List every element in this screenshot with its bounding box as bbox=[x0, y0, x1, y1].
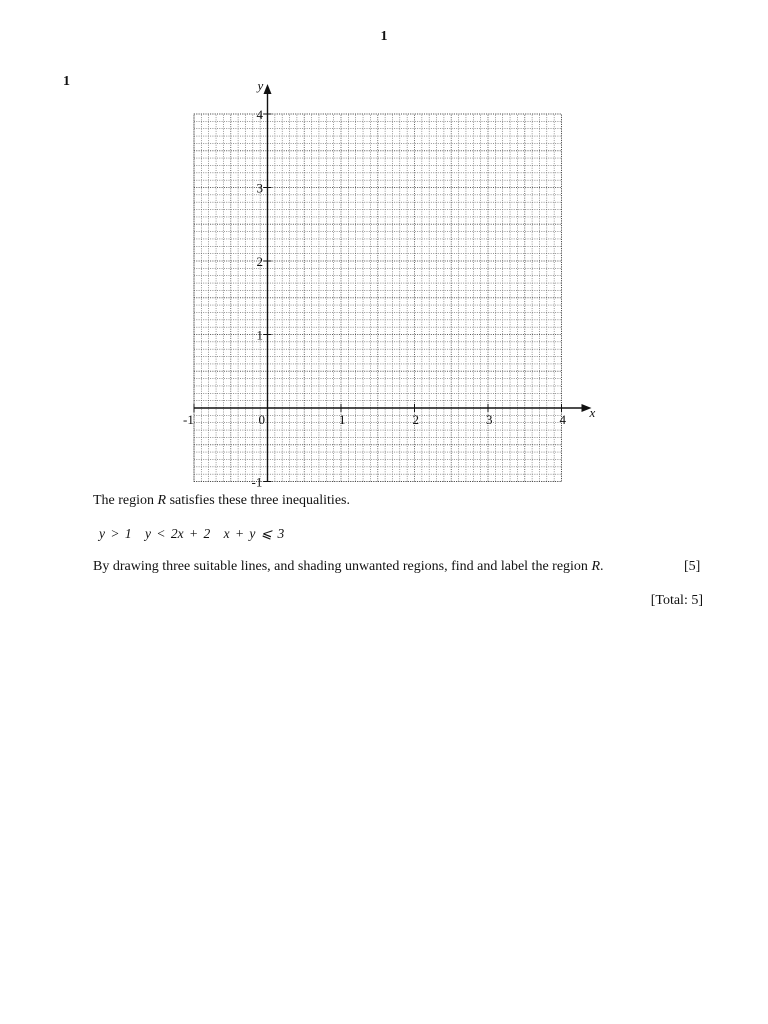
grid-major-lines bbox=[194, 114, 562, 482]
total-marks: [Total: 5] bbox=[650, 593, 703, 608]
inequality-2: y < 2x + 2 bbox=[144, 526, 211, 541]
y-tick-label: 3 bbox=[256, 180, 263, 196]
x-tick-label: 3 bbox=[486, 412, 493, 427]
y-axis-arrow-icon bbox=[264, 84, 272, 94]
y-axis-label: y bbox=[257, 78, 264, 93]
inequality-1: y > 1 bbox=[99, 526, 132, 541]
y-tick-label: 2 bbox=[256, 254, 263, 269]
inequality-3: x + y ⩽ 3 bbox=[223, 526, 285, 541]
question-number: 1 bbox=[63, 74, 70, 89]
page-number: 1 bbox=[380, 29, 388, 44]
grid-border bbox=[194, 114, 562, 482]
grid-minor-lines bbox=[194, 114, 562, 482]
x-tick-label: 1 bbox=[339, 412, 346, 427]
y-tick-label: 1 bbox=[256, 327, 263, 343]
y-tick-label: 4 bbox=[256, 107, 263, 122]
x-tick-label: -1 bbox=[183, 412, 194, 427]
x-axis-label: x bbox=[589, 405, 596, 420]
intro-text: The region R satisfies these three inequalities. bbox=[93, 493, 350, 508]
axis-tick-labels bbox=[183, 78, 596, 490]
y-tick-label: -1 bbox=[251, 474, 263, 490]
coordinate-grid bbox=[0, 0, 768, 490]
x-tick-label: 0 bbox=[258, 412, 265, 427]
x-tick-label: 2 bbox=[412, 412, 419, 427]
instruction-text: By drawing three suitable lines, and shading unwanted regions, find and label the region R. bbox=[93, 559, 604, 574]
inequalities bbox=[99, 526, 292, 542]
marks: [5] bbox=[684, 559, 701, 574]
x-tick-label: 4 bbox=[559, 412, 566, 427]
